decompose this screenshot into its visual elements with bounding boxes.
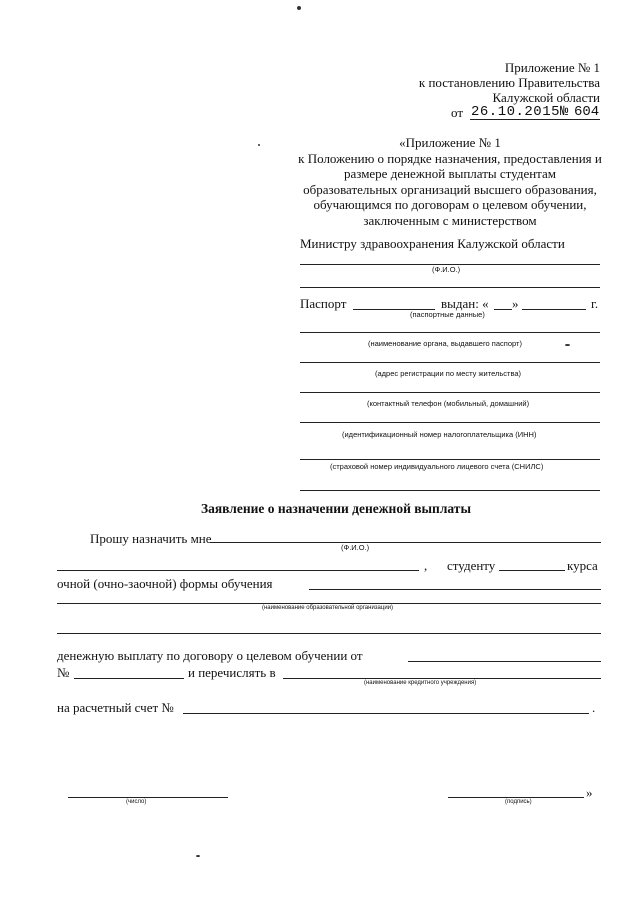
applicant-fio-field[interactable] xyxy=(210,542,601,543)
scan-speck xyxy=(565,344,570,346)
decree-date-underline xyxy=(470,119,600,120)
signature-caption: (подпись) xyxy=(505,799,532,805)
study-form-text: очной (очно-заочной) формы обучения xyxy=(57,576,273,591)
decree-number-sign: № xyxy=(560,104,569,120)
decree-date: 26.10.2015 xyxy=(471,104,561,120)
decree-line-3: Калужской области xyxy=(492,90,600,105)
passport-caption: (паспортные данные) xyxy=(410,310,485,319)
passport-month-field[interactable] xyxy=(522,309,586,310)
passport-label: Паспорт xyxy=(300,296,347,311)
phone-caption: (контактный телефон (мобильный, домашний) xyxy=(367,399,530,408)
appendix-block xyxy=(290,135,610,229)
decree-date-prefix: от xyxy=(451,105,464,120)
request-prefix: Прошу назначить мне xyxy=(90,531,212,546)
course-field[interactable] xyxy=(499,570,565,571)
snils-field[interactable] xyxy=(300,459,600,460)
fio-field-2[interactable] xyxy=(300,287,600,288)
bank-caption: (наименование кредитного учреждения) xyxy=(364,680,477,686)
payment-text: денежную выплату по договору о целевом обучении от xyxy=(57,648,363,663)
transfer-text: и перечислять в xyxy=(188,665,276,680)
appendix-line-2: к Положению о порядке назначения, предоставления и xyxy=(298,150,602,166)
phone-field[interactable] xyxy=(300,392,600,393)
passport-issued-label: выдан: « xyxy=(441,296,489,311)
appendix-line-3: размере денежной выплаты студентам xyxy=(343,166,557,182)
inn-field[interactable] xyxy=(300,422,600,423)
contract-number-field[interactable] xyxy=(74,678,184,679)
issuer-caption: (наименование органа, выдавшего паспорт) xyxy=(368,339,522,348)
snils-caption: (страховой номер индивидуального лицевого счета (СНИЛС) xyxy=(330,462,544,471)
contract-date-field[interactable] xyxy=(408,661,601,662)
organization-field[interactable] xyxy=(309,589,601,590)
account-text: на расчетный счет № xyxy=(57,700,174,715)
organization-field-3[interactable] xyxy=(57,633,601,634)
passport-issuer-field[interactable] xyxy=(300,332,600,333)
comma: , xyxy=(424,558,428,573)
address-field[interactable] xyxy=(300,362,600,363)
course-label: курса xyxy=(567,558,598,573)
passport-year-suffix: г. xyxy=(591,296,599,311)
applicant-fio-field-2[interactable] xyxy=(57,570,419,571)
appendix-line-1: «Приложение № 1 xyxy=(399,135,501,150)
minister-label: Министру здравоохранения Калужской области xyxy=(300,236,565,251)
decree-number: 604 xyxy=(574,104,600,120)
appendix-line-5: обучающимся по договорам о целевом обучении, xyxy=(313,197,587,213)
organization-caption: (наименование образовательной организации) xyxy=(262,605,394,611)
passport-day-field[interactable] xyxy=(494,309,512,310)
student-label: студенту xyxy=(447,558,496,573)
date-caption: (число) xyxy=(126,799,147,805)
scan-speck xyxy=(196,855,200,857)
inn-caption: (идентификационный номер налогоплательщика (ИНН) xyxy=(342,430,537,439)
appendix-line-4: образовательных организаций высшего образования, xyxy=(303,181,597,197)
passport-quote-close: » xyxy=(512,296,519,311)
account-period: . xyxy=(592,700,596,715)
account-number-field[interactable] xyxy=(183,713,589,714)
decree-line-1: Приложение № 1 xyxy=(504,60,600,75)
fio-caption: (Ф.И.О.) xyxy=(432,265,461,274)
contract-number-sign: № xyxy=(57,665,70,680)
address-caption: (адрес регистрации по месту жительства) xyxy=(375,369,522,378)
date-field[interactable] xyxy=(68,797,228,798)
decree-line-2: к постановлению Правительства xyxy=(418,75,600,90)
snils-field-2[interactable] xyxy=(300,490,600,491)
scan-speck xyxy=(297,6,301,10)
closing-quote: » xyxy=(586,785,593,800)
appendix-line-6: заключенным с министерством xyxy=(363,212,537,228)
applicant-fio-caption: (Ф.И.О.) xyxy=(341,543,370,552)
scan-speck xyxy=(258,144,260,146)
application-title: Заявление о назначении денежной выплаты xyxy=(201,501,471,516)
